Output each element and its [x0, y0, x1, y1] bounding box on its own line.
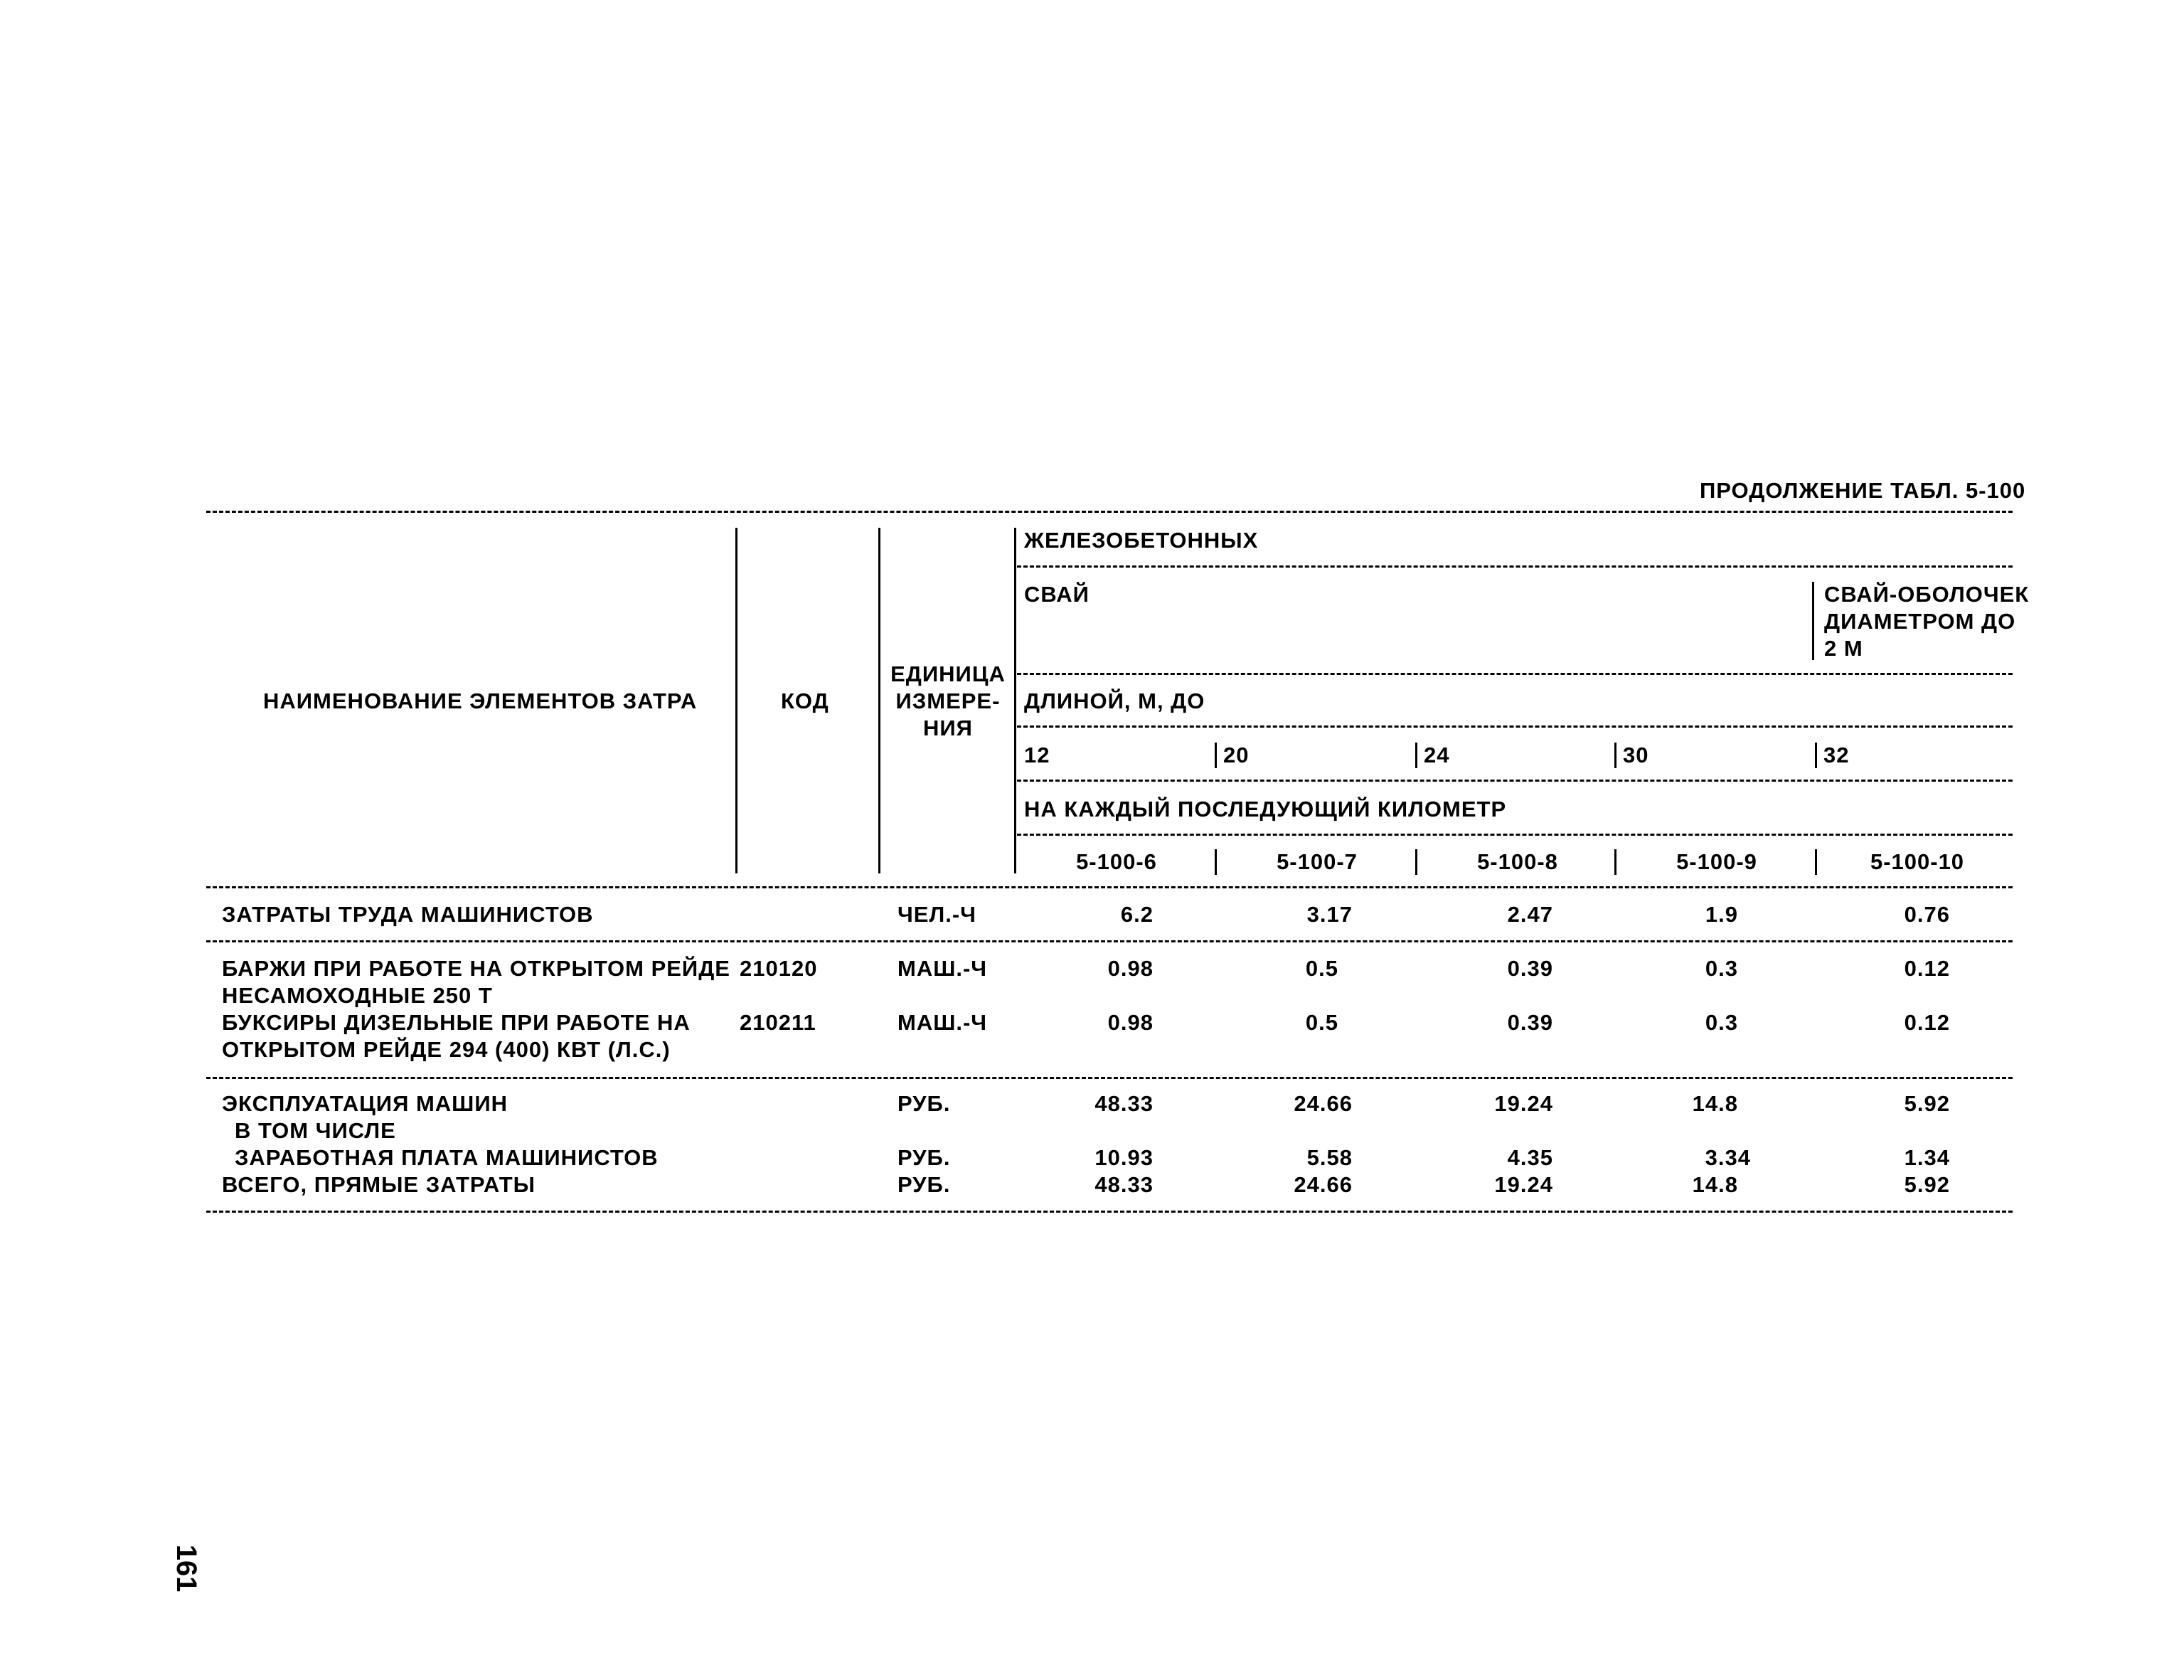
row-subheading: В ТОМ ЧИСЛЕ	[235, 1118, 396, 1143]
header-rule-4	[1017, 780, 2013, 782]
header-name-column: НАИМЕНОВАНИЕ ЭЛЕМЕНТОВ ЗАТРА	[263, 689, 698, 713]
header-divider-name-code	[735, 528, 737, 873]
row-value: 10.93	[1094, 1145, 1154, 1170]
row-value: 0.3	[1705, 956, 1738, 981]
header-code-5-100-7: 5-100-7	[1277, 849, 1358, 874]
section-rule-2	[206, 1077, 2013, 1079]
row-value: 0.76	[1904, 902, 1950, 927]
header-length-12: 12	[1024, 743, 1050, 767]
row-value: 19.24	[1494, 1091, 1553, 1116]
row-value: 1.9	[1705, 902, 1738, 927]
row-value: 24.66	[1294, 1172, 1353, 1197]
header-code-5-100-10: 5-100-10	[1870, 849, 1965, 874]
header-code-divider-1	[1215, 849, 1217, 875]
header-length-label: ДЛИНОЙ, М, ДО	[1024, 689, 1205, 713]
row-name: БАРЖИ ПРИ РАБОТЕ НА ОТКРЫТОМ РЕЙДЕ	[222, 956, 730, 981]
row-value: 0.12	[1904, 956, 1950, 981]
header-unit-line-3: НИЯ	[923, 716, 973, 740]
header-length-32: 32	[1823, 743, 1850, 767]
table-top-rule	[206, 511, 2013, 513]
header-length-divider-2	[1415, 743, 1417, 768]
row-unit: МАШ.-Ч	[897, 956, 988, 981]
header-code-5-100-6: 5-100-6	[1076, 849, 1157, 874]
header-code-5-100-9: 5-100-9	[1676, 849, 1757, 874]
header-code-5-100-8: 5-100-8	[1477, 849, 1558, 874]
row-value: 5.92	[1904, 1172, 1950, 1197]
page-number: 161	[171, 1544, 202, 1593]
header-rule-2	[1017, 673, 2013, 675]
header-shell-line-2: ДИАМЕТРОМ ДО	[1824, 609, 2016, 634]
header-code-divider-2	[1415, 849, 1417, 875]
row-value: 0.98	[1107, 956, 1154, 981]
header-rule-5	[1017, 834, 2013, 836]
header-length-20: 20	[1223, 743, 1250, 767]
row-value: 5.58	[1306, 1145, 1353, 1170]
header-unit-line-1: ЕДИНИЦА	[890, 661, 1006, 686]
table-caption: ПРОДОЛЖЕНИЕ ТАБЛ. 5-100	[1700, 478, 2026, 503]
row-value: 24.66	[1294, 1091, 1353, 1116]
row-name-cont: НЕСАМОХОДНЫЕ 250 Т	[222, 983, 493, 1008]
row-value: 5.92	[1904, 1091, 1950, 1116]
row-unit: РУБ.	[897, 1172, 951, 1197]
header-group-label: ЖЕЛЕЗОБЕТОННЫХ	[1024, 528, 1259, 553]
row-unit: ЧЕЛ.-Ч	[897, 902, 976, 927]
row-unit: МАШ.-Ч	[897, 1010, 988, 1035]
table-bottom-rule	[206, 1211, 2013, 1213]
header-shell-line-1: СВАЙ-ОБОЛОЧЕК	[1824, 582, 2030, 607]
row-name: ВСЕГО, ПРЯМЫЕ ЗАТРАТЫ	[222, 1172, 536, 1197]
header-length-divider-1	[1215, 743, 1217, 768]
row-name-cont: ОТКРЫТОМ РЕЙДЕ 294 (400) КВТ (Л.С.)	[222, 1037, 671, 1062]
row-value: 3.34	[1705, 1145, 1751, 1170]
header-divider-code-unit	[878, 528, 880, 873]
row-code: 210211	[740, 1010, 816, 1035]
row-unit: РУБ.	[897, 1091, 951, 1116]
header-code-divider-4	[1815, 849, 1817, 875]
header-divider-shell	[1812, 582, 1814, 660]
row-value: 3.17	[1306, 902, 1353, 927]
row-value: 19.24	[1494, 1172, 1553, 1197]
header-length-24: 24	[1424, 743, 1450, 767]
header-divider-unit-data	[1014, 528, 1016, 873]
row-name: ЭКСПЛУАТАЦИЯ МАШИН	[222, 1091, 508, 1116]
header-rule-3	[1017, 725, 2013, 728]
header-length-divider-4	[1815, 743, 1817, 768]
row-name: БУКСИРЫ ДИЗЕЛЬНЫЕ ПРИ РАБОТЕ НА	[222, 1010, 691, 1035]
header-length-30: 30	[1623, 743, 1649, 767]
row-value: 6.2	[1120, 902, 1154, 927]
header-per-km-label: НА КАЖДЫЙ ПОСЛЕДУЮЩИЙ КИЛОМЕТР	[1024, 797, 1507, 822]
header-length-divider-3	[1614, 743, 1616, 768]
header-bottom-rule	[206, 886, 2013, 888]
row-name: ЗАТРАТЫ ТРУДА МАШИНИСТОВ	[222, 902, 594, 927]
row-value: 2.47	[1507, 902, 1553, 927]
row-value: 48.33	[1094, 1172, 1154, 1197]
row-code: 210120	[740, 956, 818, 981]
header-piles-label: СВАЙ	[1024, 582, 1090, 607]
header-code-column: КОД	[781, 689, 829, 713]
row-value: 0.3	[1705, 1010, 1738, 1035]
row-value: 48.33	[1094, 1091, 1154, 1116]
row-value: 1.34	[1904, 1145, 1950, 1170]
row-value: 14.8	[1692, 1172, 1738, 1197]
header-rule-1	[1017, 565, 2013, 568]
header-shell-line-3: 2 М	[1824, 636, 1863, 661]
row-value: 0.12	[1904, 1010, 1950, 1035]
row-value: 0.39	[1507, 1010, 1553, 1035]
row-unit: РУБ.	[897, 1145, 951, 1170]
row-value: 14.8	[1692, 1091, 1738, 1116]
row-value: 0.98	[1107, 1010, 1154, 1035]
row-value: 4.35	[1507, 1145, 1553, 1170]
row-name: ЗАРАБОТНАЯ ПЛАТА МАШИНИСТОВ	[235, 1145, 659, 1170]
section-rule-1	[206, 940, 2013, 942]
header-code-divider-3	[1614, 849, 1616, 875]
row-value: 0.5	[1305, 1010, 1338, 1035]
header-unit-line-2: ИЗМЕРЕ-	[895, 689, 1001, 713]
row-value: 0.39	[1507, 956, 1553, 981]
row-value: 0.5	[1305, 956, 1338, 981]
